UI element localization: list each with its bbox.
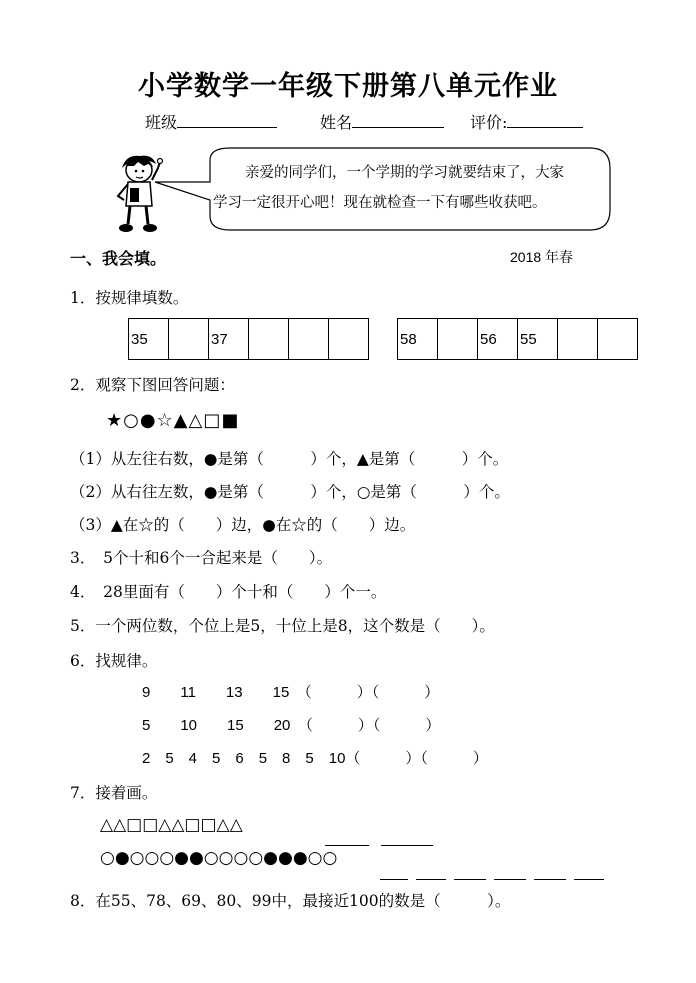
q6-text: 6．找规律。 <box>70 652 158 670</box>
q7-pattern-2: ○●○○○●●○○○○●●●○○ <box>100 848 338 868</box>
q7-pattern-1: △△□□△△□□△△ <box>100 815 243 835</box>
q7-answer-row-1[interactable] <box>325 831 445 850</box>
seq-table-b <box>397 318 638 360</box>
seq-b-cell-4[interactable]: 55 <box>518 319 558 360</box>
q2-part-2: （2）从右往左数，●是第（ ）个，○是第（ ）个。 <box>70 483 510 501</box>
q7-blank[interactable] <box>534 878 566 880</box>
q6-row-1: 9 11 13 15 （ ）（ ） <box>142 684 440 701</box>
q7-blank[interactable] <box>381 844 433 846</box>
seq-a-cell-3[interactable]: 37 <box>209 319 249 360</box>
q1-text: 1．按规律填数。 <box>70 289 189 307</box>
seq-a-cell-6[interactable] <box>329 319 369 360</box>
bubble-line-1: 亲爱的同学们，一个学期的学习就要结束了，大家 <box>245 165 564 181</box>
q7-blank[interactable] <box>454 878 486 880</box>
q3-text: 3． 5个十和6个一合起来是（ ）。 <box>70 549 333 567</box>
eval-field[interactable] <box>470 110 583 133</box>
class-label: 班级 <box>145 113 178 132</box>
q8-text: 8．在55、78、69、80、99中，最接近100的数是（ ）。 <box>70 892 511 910</box>
name-label: 姓名 <box>320 113 353 132</box>
seq-b-cell-6[interactable] <box>598 319 638 360</box>
eval-label: 评价: <box>470 113 508 132</box>
q2-part-3: （3）▲在☆的（ ）边，●在☆的（ ）边。 <box>70 516 416 534</box>
q7-text: 7．接着画。 <box>70 784 158 802</box>
q2-text: 2．观察下图回答问题： <box>70 376 235 394</box>
name-blank[interactable] <box>352 113 444 128</box>
class-blank[interactable] <box>177 113 277 128</box>
q2-part-1: （1）从左往右数，●是第（ ）个，▲是第（ ）个。 <box>70 450 509 468</box>
seq-b-cell-3[interactable]: 56 <box>478 319 518 360</box>
seq-a-cell-4[interactable] <box>249 319 289 360</box>
eval-blank[interactable] <box>507 113 583 128</box>
seq-b-cell-1[interactable]: 58 <box>398 319 438 360</box>
q7-blank[interactable] <box>494 878 526 880</box>
q7-blank[interactable] <box>574 878 604 880</box>
bubble-line-2: 学习一定很开心吧！现在就检查一下有哪些收获吧。 <box>213 195 547 211</box>
section-heading: 一、我会填。 <box>70 249 167 268</box>
page-title: 小学数学一年级下册第八单元作业 <box>138 71 558 102</box>
q6-row-2: 5 10 15 20 （ ）（ ） <box>142 717 441 734</box>
q7-blank[interactable] <box>380 878 408 880</box>
term-label: 2018 年春 <box>510 249 574 265</box>
q2-shapes: ★○●☆▲△□■ <box>106 410 240 431</box>
q6-row-3: 2 5 4 5 6 5 8 5 10（ ）（ ） <box>142 750 488 767</box>
seq-b-cell-2[interactable] <box>438 319 478 360</box>
q7-blank[interactable] <box>325 844 369 846</box>
q5-text: 5．一个两位数，个位上是5，十位上是8，这个数是（ ）。 <box>70 617 495 635</box>
q7-answer-row-2[interactable] <box>380 865 604 884</box>
seq-b-cell-5[interactable] <box>558 319 598 360</box>
seq-a-cell-1[interactable]: 35 <box>129 319 169 360</box>
name-field[interactable] <box>320 110 444 133</box>
q7-blank[interactable] <box>416 878 446 880</box>
seq-a-cell-5[interactable] <box>289 319 329 360</box>
class-field[interactable] <box>145 110 277 133</box>
seq-table-a <box>128 318 369 360</box>
q4-text: 4． 28里面有（ ）个十和（ ）个一。 <box>70 583 387 601</box>
seq-a-cell-2[interactable] <box>169 319 209 360</box>
